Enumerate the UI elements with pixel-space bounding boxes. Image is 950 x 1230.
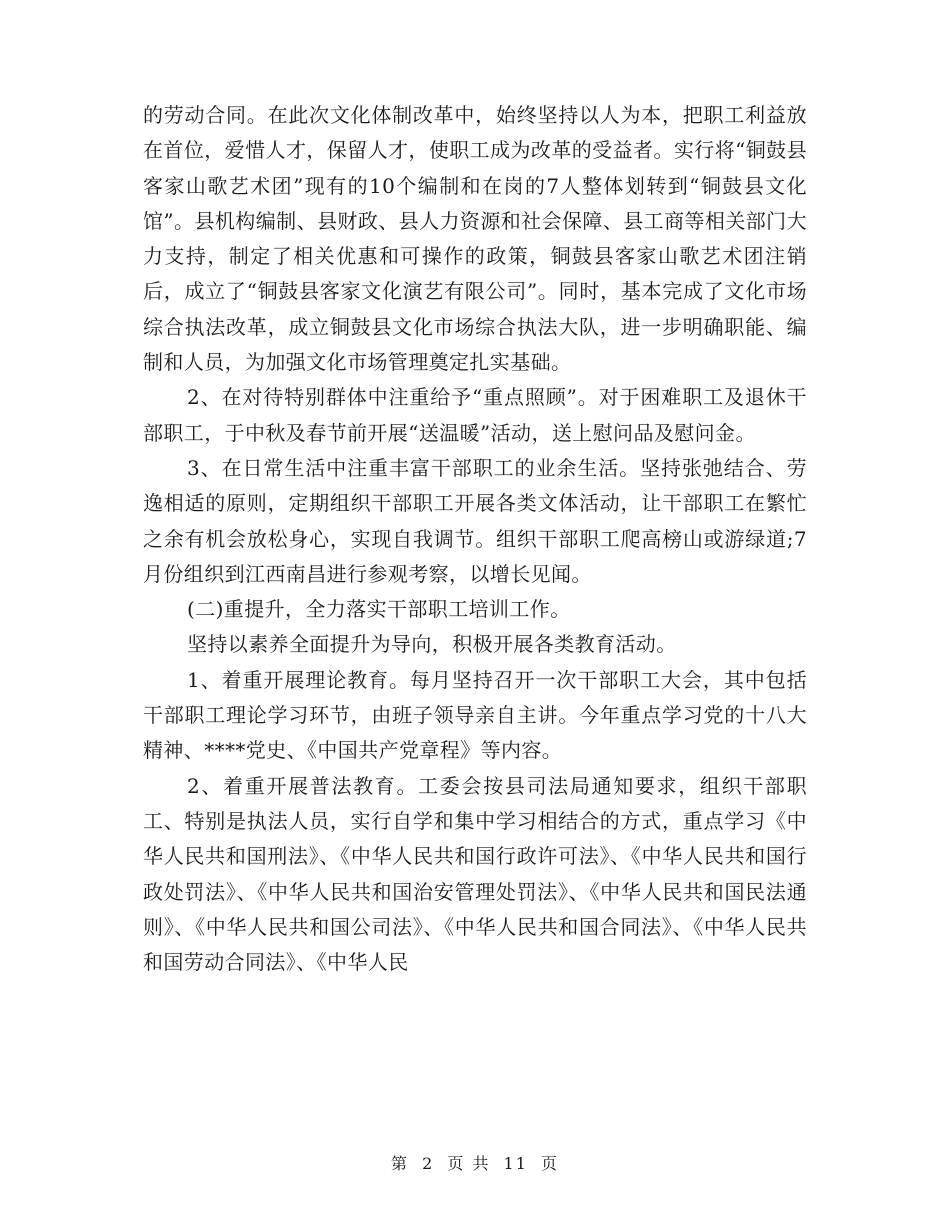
- total-pages-number: 11: [503, 1154, 528, 1173]
- current-page-number: 2: [422, 1154, 435, 1173]
- paragraph-1: 的劳动合同。在此次文化体制改革中，始终坚持以人为本，把职工利益放在首位，爱惜人才，保留人才，使职工成为改革的受益者。实行将“铜鼓县客家山歌艺术团”现有的10个编制和在岗的7人整体划转到“铜鼓县文化馆”。县机构编制、县财政、县人力资源和社会保障、县工商等相关部门大力支持，制定了相关优惠和可操作的政策，铜鼓县客家山歌艺术团注销后，成立了“铜鼓县客家文化演艺有限公司”。同时，基本完成了文化市场综合执法改革，成立铜鼓县文化市场综合执法大队，进一步明确职能、编制和人员，为加强文化市场管理奠定扎实基础。: [143, 103, 807, 375]
- paragraph-5: 坚持以素养全面提升为导向，积极开展各类教育活动。: [187, 632, 677, 657]
- footer-suffix: 页: [541, 1154, 560, 1173]
- footer-prefix: 第: [390, 1154, 409, 1173]
- paragraph-2: 2、在对待特别群体中注重给予“重点照顾”。对于困难职工及退休干部职工，于中秋及春节前开展“送温暖”活动，送上慰问品及慰问金。: [143, 385, 807, 445]
- paragraph-6: 1、着重开展理论教育。每月坚持召开一次干部职工大会，其中包括干部职工理论学习环节，由班子领导亲自主讲。今年重点学习党的十八大精神、****党史、《中国共产党章程》等内容。: [143, 667, 807, 763]
- section-heading: (二)重提升，全力落实干部职工培训工作。: [187, 597, 571, 622]
- footer-middle: 页 共: [447, 1154, 491, 1173]
- document-body: [143, 98, 807, 980]
- paragraph-7: 2、着重开展普法教育。工委会按县司法局通知要求，组织干部职工、特别是执法人员，实行自学和集中学习相结合的方式，重点学习《中华人民共和国刑法》、《中华人民共和国行政许可法》、《中华人民共和国行政处罚法》、《中华人民共和国治安管理处罚法》、《中华人民共和国民法通则》、《中华人民共和国公司法》、《中华人民共和国合同法》、《中华人民共和国劳动合同法》、《中华人民: [143, 773, 807, 975]
- page-footer: [0, 1151, 950, 1174]
- paragraph-3: 3、在日常生活中注重丰富干部职工的业余生活。坚持张弛结合、劳逸相适的原则，定期组织干部职工开展各类文体活动，让干部职工在繁忙之余有机会放松身心，实现自我调节。组织干部职工爬高榜山或游绿道;7月份组织到江西南昌进行参观考察，以增长见闻。: [143, 455, 807, 586]
